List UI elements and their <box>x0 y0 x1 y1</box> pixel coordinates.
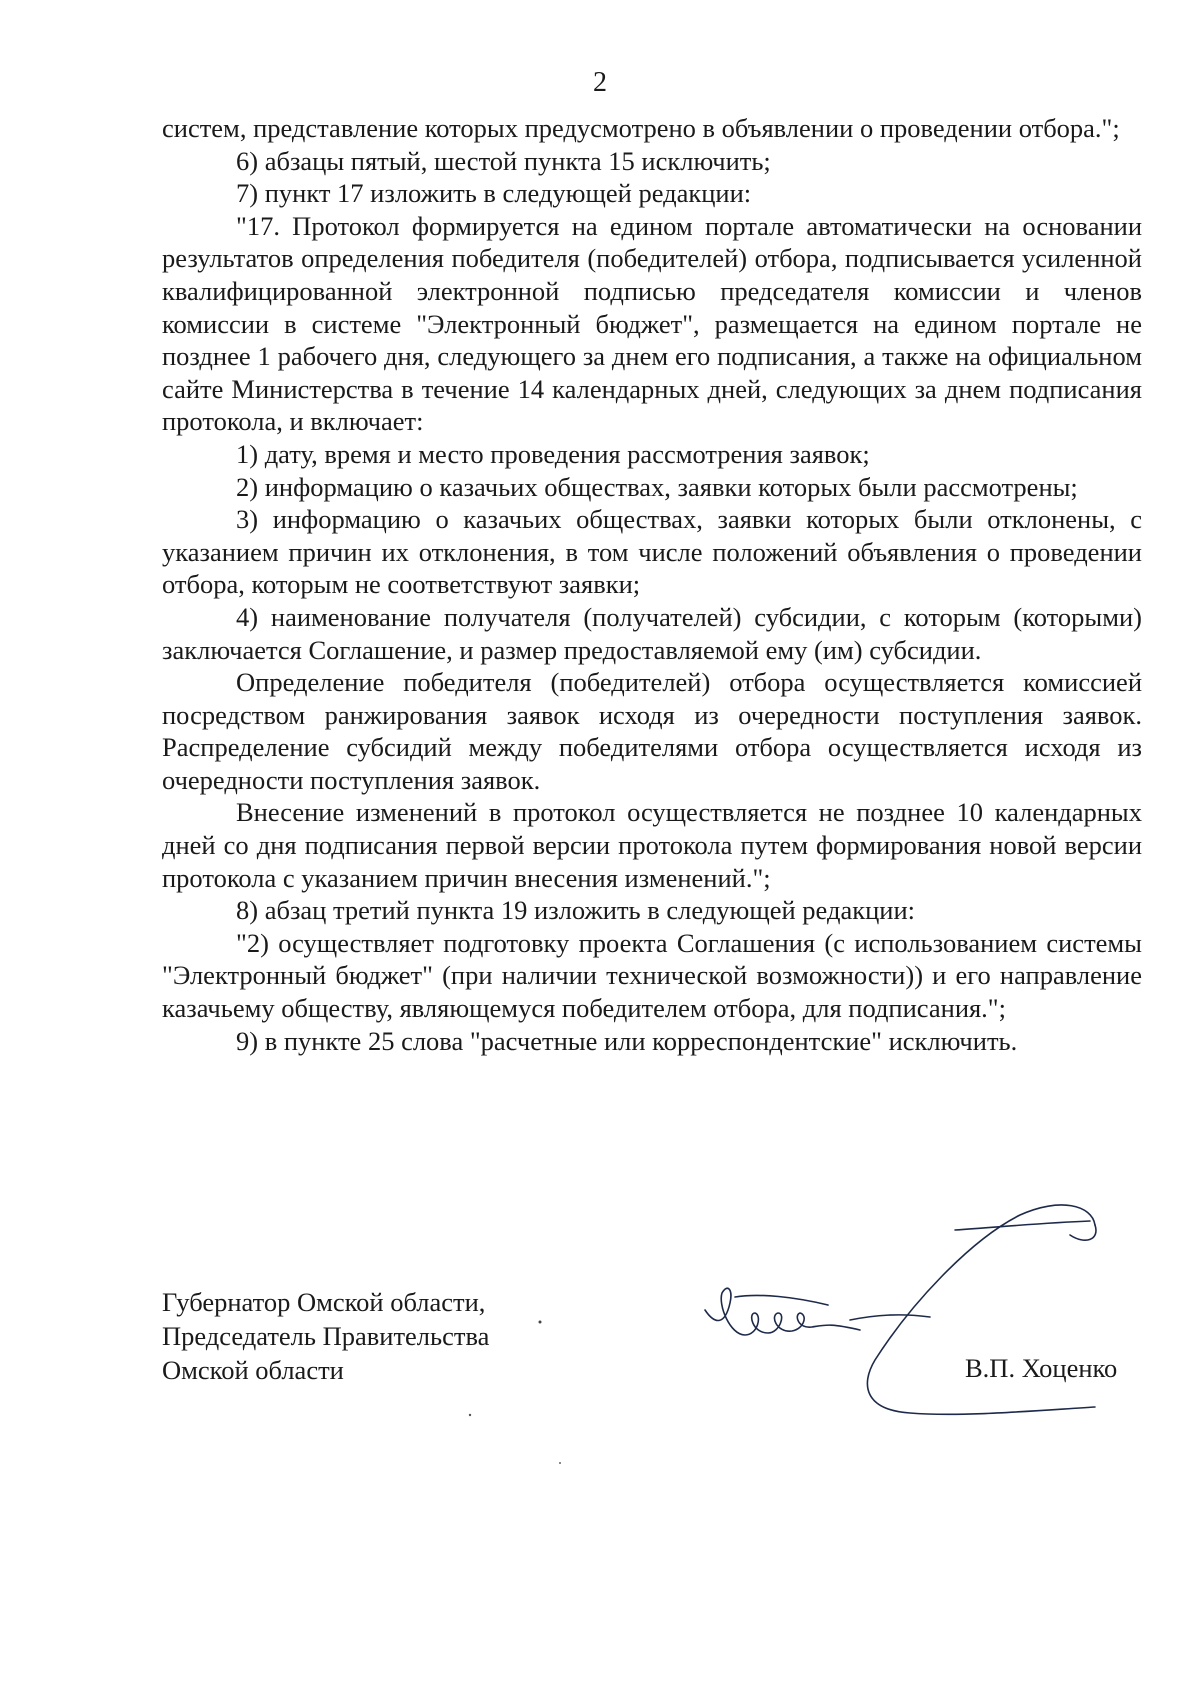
handwritten-signature <box>700 1185 1120 1425</box>
paragraph: 3) информацию о казачьих обществах, заявки которых были отклонены, с указанием причин их отклонения, в том числе положений объявления о проведении отбора, которым не соответствуют заявки; <box>162 504 1142 600</box>
page-number: 2 <box>593 67 607 98</box>
paragraph: Внесение изменений в протокол осуществляется не позднее 10 календарных дней со дня подписания первой версии протокола путем формирования новой версии протокола с указанием причин внесения изменений."; <box>162 797 1142 893</box>
paragraph: 9) в пункте 25 слова "расчетные или корреспондентские" исключить. <box>236 1025 1018 1056</box>
signatory-position <box>162 1285 489 1387</box>
paragraph: Определение победителя (победителей) отбора осуществляется комиссией посредством ранжирования заявок исходя из очередности поступления заявок. Распределение субсидий между победителями отбора осуществляется исходя из очередности поступления заявок. <box>162 667 1142 795</box>
document-body <box>162 112 1142 1057</box>
paragraph: 2) информацию о казачьих обществах, заявки которых были рассмотрены; <box>236 471 1078 502</box>
paragraph: 6) абзацы пятый, шестой пункта 15 исключить; <box>236 145 771 176</box>
signatory-position-line: Омской области <box>162 1355 344 1385</box>
paragraph: 7) пункт 17 изложить в следующей редакции: <box>236 178 752 209</box>
paragraph: 8) абзац третий пункта 19 изложить в следующей редакции: <box>236 895 915 926</box>
paragraph: 4) наименование получателя (получателей) субсидии, с которым (которыми) заключается Соглашение, и размер предоставляемой ему (им) субсидии. <box>162 601 1142 665</box>
paragraph: 1) дату, время и место проведения рассмотрения заявок; <box>236 438 870 469</box>
paragraph: "2) осуществляет подготовку проекта Соглашения (с использованием системы "Электронный бюджет" (при наличии технической возможности)) и его направление казачьему обществу, являющемуся победителем отбора, для подписания."; <box>162 927 1142 1024</box>
paragraph: систем, представление которых предусмотрено в объявлении о проведении отбора."; <box>162 113 1120 143</box>
signatory-name: В.П. Хоценко <box>965 1353 1118 1383</box>
signatory-position-line: Председатель Правительства <box>162 1321 490 1351</box>
paragraph: "17. Протокол формируется на едином портале автоматически на основании результатов определения победителя (победителей) отбора, подписывается усиленной квалифицированной электронной подписью председателя комиссии и членов комиссии в системе "Электронный бюджет", размещается на едином портале не позднее 1 рабочего дня, следующего за днем его подписания, а также на официальном сайте Министерства в течение 14 календарных дней, следующих за днем подписания протокола, и включает: <box>162 210 1142 437</box>
signatory-position-line: Губернатор Омской области, <box>162 1287 486 1317</box>
